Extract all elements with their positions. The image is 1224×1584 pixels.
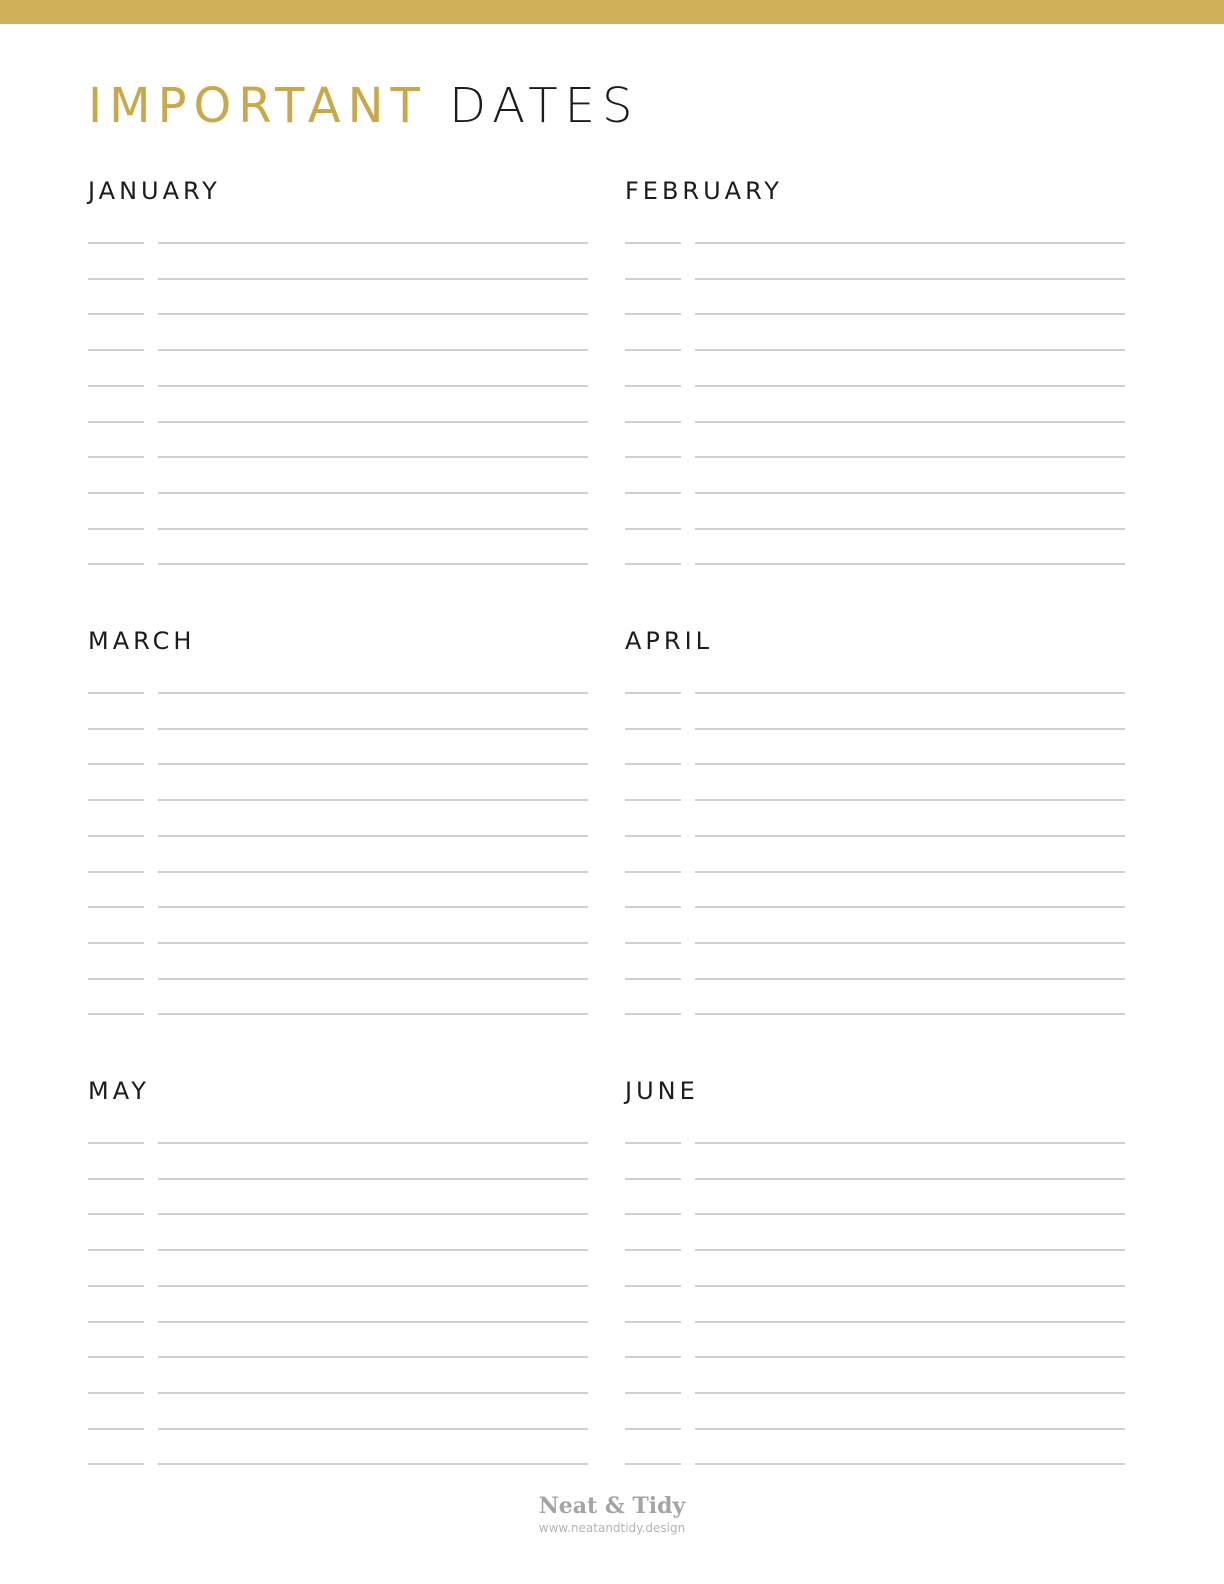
date-line: [88, 692, 144, 694]
page-title: [88, 76, 639, 136]
date-line: [625, 1178, 681, 1180]
month-name: FEBRUARY: [625, 177, 783, 205]
note-line: [158, 692, 588, 694]
date-line: [88, 799, 144, 801]
date-line: [625, 456, 681, 458]
note-line: [695, 1428, 1125, 1430]
date-line: [625, 871, 681, 873]
entry-row: [88, 1249, 588, 1251]
entry-row: [625, 278, 1125, 280]
top-accent-bar: [0, 0, 1224, 24]
entry-row: [88, 728, 588, 730]
month-name: APRIL: [625, 627, 714, 655]
note-line: [158, 1178, 588, 1180]
note-line: [158, 421, 588, 423]
entry-row: [88, 1463, 588, 1465]
date-line: [625, 242, 681, 244]
note-line: [695, 1249, 1125, 1251]
entry-row: [625, 835, 1125, 837]
date-line: [625, 421, 681, 423]
brand-url: www.neatandtidy.design: [538, 1521, 686, 1535]
month-name: MARCH: [88, 627, 196, 655]
entry-row: [88, 313, 588, 315]
entry-row: [88, 385, 588, 387]
note-line: [158, 278, 588, 280]
note-line: [158, 492, 588, 494]
entry-row: [625, 799, 1125, 801]
note-line: [695, 1178, 1125, 1180]
date-line: [88, 1321, 144, 1323]
date-line: [88, 528, 144, 530]
month-name: MAY: [88, 1077, 150, 1105]
note-line: [695, 1285, 1125, 1287]
entry-row: [88, 528, 588, 530]
date-line: [88, 492, 144, 494]
date-line: [88, 1213, 144, 1215]
note-line: [158, 728, 588, 730]
date-line: [625, 1392, 681, 1394]
month-name: JANUARY: [88, 177, 221, 205]
entry-row: [625, 492, 1125, 494]
date-line: [625, 1213, 681, 1215]
entry-row: [625, 1392, 1125, 1394]
note-line: [158, 1463, 588, 1465]
date-line: [625, 692, 681, 694]
date-line: [88, 978, 144, 980]
entry-row: [88, 278, 588, 280]
note-line: [158, 799, 588, 801]
entry-row: [625, 242, 1125, 244]
note-line: [158, 1321, 588, 1323]
page-title-accent: IMPORTANT: [88, 78, 427, 134]
month-may: [88, 1076, 588, 1476]
entry-row: [88, 1356, 588, 1358]
note-line: [158, 942, 588, 944]
date-line: [88, 313, 144, 315]
footer: [0, 1492, 1224, 1536]
date-line: [625, 978, 681, 980]
note-line: [695, 278, 1125, 280]
brand-logo: Neat & Tidy: [538, 1493, 686, 1519]
note-line: [695, 1463, 1125, 1465]
entry-row: [625, 1356, 1125, 1358]
note-line: [695, 456, 1125, 458]
note-line: [695, 692, 1125, 694]
date-line: [625, 313, 681, 315]
entry-row: [625, 1178, 1125, 1180]
date-line: [88, 278, 144, 280]
entry-row: [88, 242, 588, 244]
date-line: [88, 835, 144, 837]
note-line: [158, 456, 588, 458]
note-line: [158, 349, 588, 351]
date-line: [88, 942, 144, 944]
entry-row: [88, 1321, 588, 1323]
note-line: [695, 906, 1125, 908]
date-line: [88, 1249, 144, 1251]
entry-row: [625, 871, 1125, 873]
entry-row: [625, 528, 1125, 530]
entry-row: [88, 763, 588, 765]
month-january: [88, 176, 588, 576]
note-line: [158, 906, 588, 908]
date-line: [625, 492, 681, 494]
date-line: [88, 1428, 144, 1430]
entry-row: [625, 1428, 1125, 1430]
entry-row: [88, 563, 588, 565]
note-line: [695, 1392, 1125, 1394]
entry-row: [625, 906, 1125, 908]
entry-row: [88, 799, 588, 801]
date-line: [625, 1013, 681, 1015]
date-line: [625, 563, 681, 565]
note-line: [695, 871, 1125, 873]
date-line: [88, 871, 144, 873]
note-line: [695, 1013, 1125, 1015]
entry-row: [625, 1213, 1125, 1215]
date-line: [625, 1285, 681, 1287]
entry-row: [625, 1249, 1125, 1251]
date-line: [88, 763, 144, 765]
note-line: [695, 799, 1125, 801]
date-line: [88, 1178, 144, 1180]
note-line: [158, 763, 588, 765]
date-line: [88, 242, 144, 244]
note-line: [158, 1285, 588, 1287]
entry-row: [625, 1285, 1125, 1287]
entry-row: [625, 421, 1125, 423]
date-line: [625, 799, 681, 801]
entry-row: [625, 692, 1125, 694]
entry-row: [88, 1178, 588, 1180]
date-line: [625, 278, 681, 280]
date-line: [88, 1013, 144, 1015]
date-line: [625, 942, 681, 944]
note-line: [158, 978, 588, 980]
entry-row: [88, 692, 588, 694]
entry-row: [625, 1013, 1125, 1015]
entry-row: [625, 978, 1125, 980]
note-line: [695, 1142, 1125, 1144]
date-line: [625, 906, 681, 908]
note-line: [695, 242, 1125, 244]
entry-row: [625, 763, 1125, 765]
note-line: [695, 313, 1125, 315]
entry-row: [625, 728, 1125, 730]
entry-row: [625, 1463, 1125, 1465]
entry-row: [88, 942, 588, 944]
note-line: [158, 1249, 588, 1251]
entry-row: [88, 835, 588, 837]
note-line: [695, 978, 1125, 980]
note-line: [695, 385, 1125, 387]
note-line: [695, 492, 1125, 494]
date-line: [625, 1463, 681, 1465]
entry-row: [88, 1142, 588, 1144]
date-line: [88, 1356, 144, 1358]
note-line: [158, 1392, 588, 1394]
date-line: [625, 528, 681, 530]
date-line: [625, 728, 681, 730]
entry-row: [625, 313, 1125, 315]
date-line: [88, 1142, 144, 1144]
date-line: [625, 1321, 681, 1323]
note-line: [695, 728, 1125, 730]
entry-row: [88, 906, 588, 908]
note-line: [158, 871, 588, 873]
entry-row: [625, 563, 1125, 565]
note-line: [158, 313, 588, 315]
date-line: [88, 456, 144, 458]
note-line: [158, 1013, 588, 1015]
note-line: [158, 835, 588, 837]
date-line: [88, 1285, 144, 1287]
note-line: [695, 421, 1125, 423]
entry-row: [88, 978, 588, 980]
entry-row: [88, 456, 588, 458]
date-line: [625, 835, 681, 837]
month-april: [625, 626, 1125, 1026]
entry-row: [88, 1392, 588, 1394]
entry-row: [88, 492, 588, 494]
note-line: [695, 349, 1125, 351]
month-name: JUNE: [625, 1077, 699, 1105]
note-line: [158, 1142, 588, 1144]
entry-row: [625, 349, 1125, 351]
note-line: [158, 1213, 588, 1215]
date-line: [88, 1463, 144, 1465]
date-line: [88, 728, 144, 730]
date-line: [625, 1142, 681, 1144]
note-line: [695, 835, 1125, 837]
date-line: [88, 563, 144, 565]
date-line: [625, 1249, 681, 1251]
date-line: [88, 1392, 144, 1394]
date-line: [625, 763, 681, 765]
date-line: [625, 349, 681, 351]
note-line: [695, 1213, 1125, 1215]
note-line: [158, 1356, 588, 1358]
entry-row: [625, 385, 1125, 387]
date-line: [625, 1356, 681, 1358]
date-line: [88, 349, 144, 351]
page-title-main: DATES: [449, 78, 640, 134]
month-february: [625, 176, 1125, 576]
entry-row: [625, 1142, 1125, 1144]
date-line: [88, 906, 144, 908]
entry-row: [88, 421, 588, 423]
date-line: [88, 421, 144, 423]
entry-row: [88, 1428, 588, 1430]
entry-row: [88, 349, 588, 351]
month-march: [88, 626, 588, 1026]
note-line: [695, 763, 1125, 765]
date-line: [625, 1428, 681, 1430]
entry-row: [88, 1285, 588, 1287]
note-line: [695, 1321, 1125, 1323]
note-line: [695, 528, 1125, 530]
note-line: [158, 1428, 588, 1430]
note-line: [695, 942, 1125, 944]
note-line: [158, 385, 588, 387]
entry-row: [88, 1213, 588, 1215]
entry-row: [88, 1013, 588, 1015]
entry-row: [625, 1321, 1125, 1323]
date-line: [88, 385, 144, 387]
note-line: [695, 1356, 1125, 1358]
note-line: [158, 528, 588, 530]
entry-row: [88, 871, 588, 873]
entry-row: [625, 942, 1125, 944]
note-line: [158, 563, 588, 565]
entry-row: [625, 456, 1125, 458]
date-line: [625, 385, 681, 387]
month-june: [625, 1076, 1125, 1476]
note-line: [695, 563, 1125, 565]
note-line: [158, 242, 588, 244]
